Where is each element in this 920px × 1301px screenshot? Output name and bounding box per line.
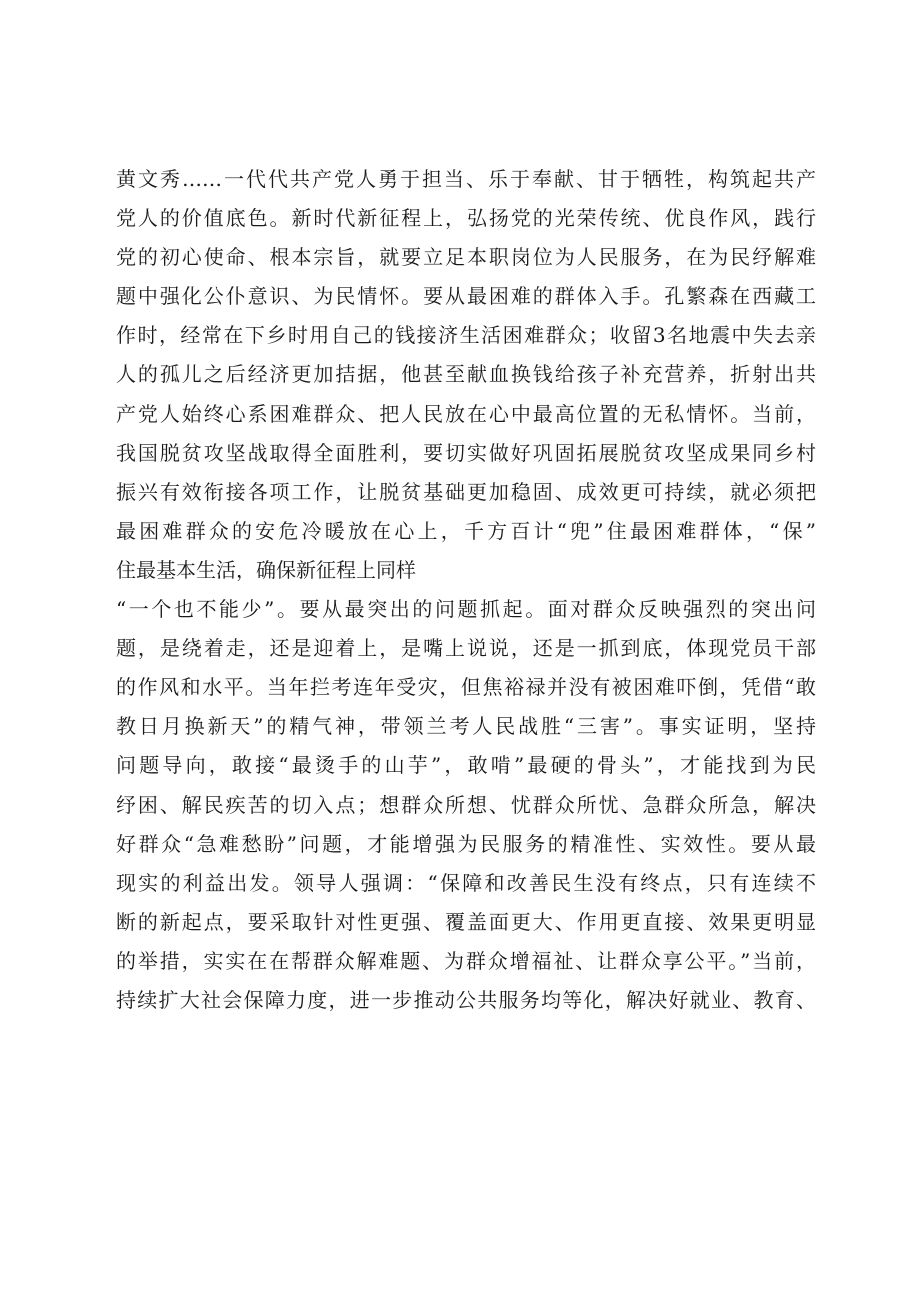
text-line: 人的孤儿之后经济更加拮据，他甚至献血换钱给孩子补充营养，折射出共 bbox=[116, 362, 816, 387]
text-line: 党人的价值底色。新时代新征程上，弘扬党的光荣传统、优良作风，践行 bbox=[116, 206, 816, 231]
text-line: 现实的利益出发。领导人强调：“保障和改善民生没有终点，只有连续不 bbox=[116, 870, 816, 895]
text-line: 题，是绕着走，还是迎着上，是嘴上说说，还是一抓到底，体现党员干部 bbox=[116, 636, 816, 661]
text-line: 的举措，实实在在帮群众解难题、为群众增福祉、让群众享公平。”当前， bbox=[116, 948, 816, 973]
text-line: 党的初心使命、根本宗旨，就要立足本职岗位为人民服务，在为民纾解难 bbox=[116, 245, 816, 270]
text-line: 问题导向，敢接“最烫手的山芋”，敢啃”最硬的骨头”，才能找到为民 bbox=[116, 753, 816, 778]
text-line: 的作风和水平。当年拦考连年受灾，但焦裕禄并没有被困难吓倒，凭借“敢 bbox=[116, 675, 816, 700]
text-line: 振兴有效衔接各项工作，让脱贫基础更加稳固、成效更可持续，就必须把 bbox=[116, 479, 816, 504]
body-text bbox=[116, 160, 816, 1020]
text-line: 持续扩大社会保障力度，进一步推动公共服务均等化，解决好就业、教育、 bbox=[116, 987, 816, 1012]
text-line: 纾困、解民疾苦的切入点；想群众所想、忧群众所忧、急群众所急，解决 bbox=[116, 792, 816, 817]
text-line: “一个也不能少”。要从最突出的问题抓起。面对群众反映强烈的突出问 bbox=[116, 597, 816, 622]
text-line: 黄文秀……一代代共产党人勇于担当、乐于奉献、甘于牺牲，构筑起共产 bbox=[116, 167, 816, 191]
text-line: 最困难群众的安危冷暖放在心上，千方百计“兜”住最困难群体，“保” bbox=[116, 518, 816, 543]
text-line: 好群众“急难愁盼”问题，才能增强为民服务的精准性、实效性。要从最 bbox=[116, 831, 816, 856]
text-line: 断的新起点，要采取针对性更强、覆盖面更大、作用更直接、效果更明显 bbox=[116, 909, 816, 934]
text-line: 住最基本生活，确保新征程上同样 bbox=[116, 557, 416, 582]
text-line: 教日月换新天”的精气神，带领兰考人民战胜“三害”。事实证明，坚持 bbox=[116, 714, 816, 739]
text-line: 我国脱贫攻坚战取得全面胜利，要切实做好巩固拓展脱贫攻坚成果同乡村 bbox=[116, 440, 816, 465]
text-line: 产党人始终心系困难群众、把人民放在心中最高位置的无私情怀。当前， bbox=[116, 401, 816, 426]
text-line: 作时，经常在下乡时用自己的钱接济生活困难群众；收留3名地震中失去亲 bbox=[116, 323, 816, 348]
text-line: 题中强化公仆意识、为民情怀。要从最困难的群体入手。孔繁森在西藏工 bbox=[116, 284, 816, 309]
